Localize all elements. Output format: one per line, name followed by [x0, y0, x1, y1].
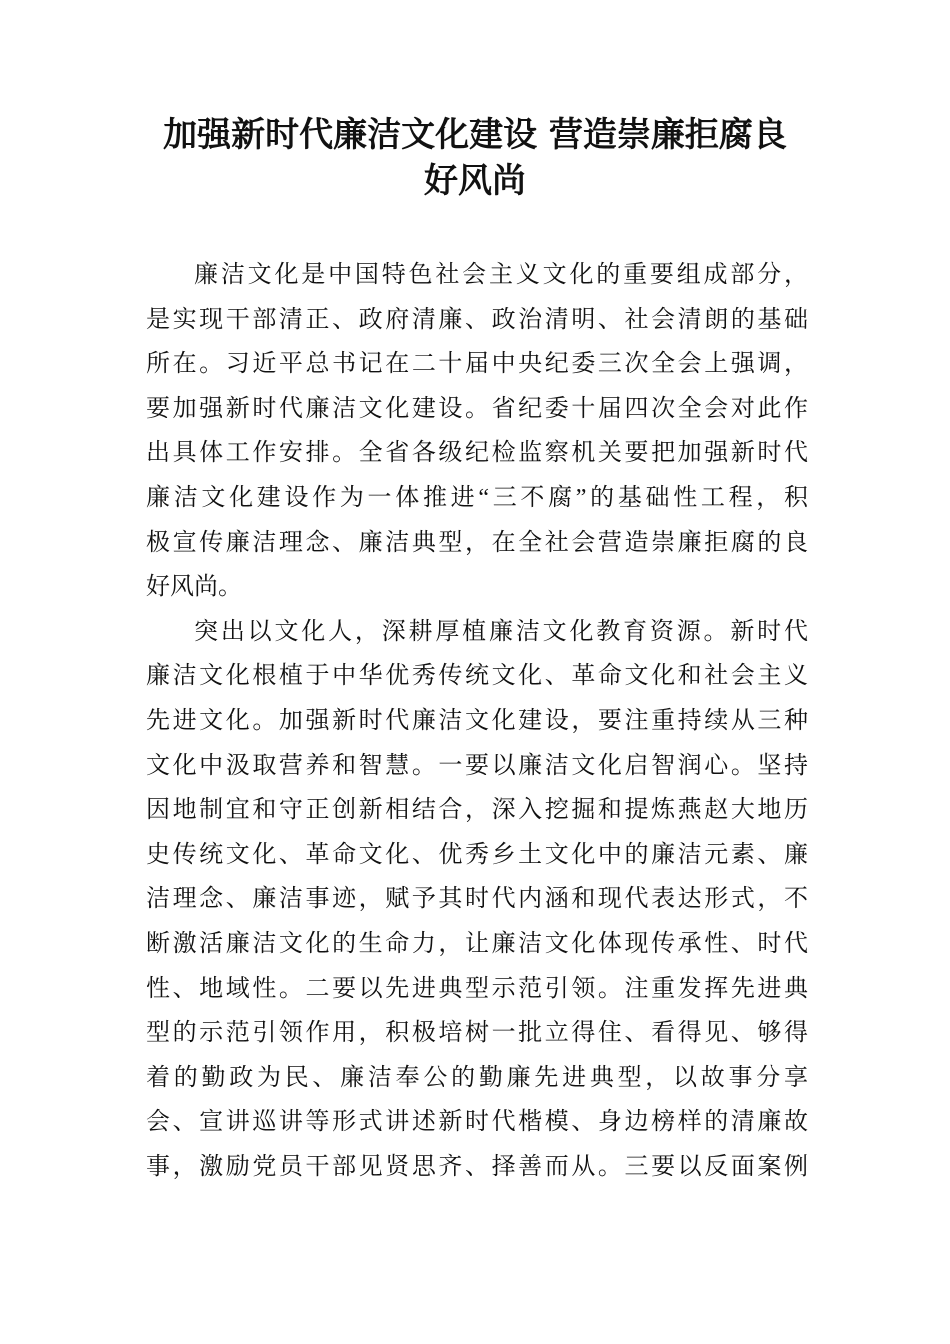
text-line: 要加强新时代廉洁文化建设。省纪委十届四次全会对此作 — [146, 395, 808, 422]
text-line: 极宣传廉洁理念、廉洁典型，在全社会营造崇廉拒腐的良 — [146, 529, 808, 556]
paragraph — [146, 610, 808, 1190]
text-line: 好风尚。 — [146, 574, 242, 601]
text-line: 事，激励党员干部见贤思齐、择善而从。三要以反面案例 — [146, 1153, 808, 1180]
text-line: 史传统文化、革命文化、优秀乡土文化中的廉洁元素、廉 — [146, 841, 808, 868]
text-line: 因地制宜和守正创新相结合，深入挖掘和提炼燕赵大地历 — [146, 797, 808, 824]
text-line: 先进文化。加强新时代廉洁文化建设，要注重持续从三种 — [146, 707, 808, 734]
text-line: 突出以文化人，深耕厚植廉洁文化教育资源。新时代 — [194, 618, 808, 645]
title-line-1: 加强新时代廉洁文化建设 营造崇廉拒腐良 — [163, 115, 787, 155]
text-line: 所在。习近平总书记在二十届中央纪委三次全会上强调， — [146, 351, 808, 378]
text-line: 型的示范引领作用，积极培树一批立得住、看得见、够得 — [146, 1020, 808, 1047]
text-line: 出具体工作安排。全省各级纪检监察机关要把加强新时代 — [146, 440, 808, 467]
text-line: 会、宣讲巡讲等形式讲述新时代楷模、身边榜样的清廉故 — [146, 1109, 808, 1136]
text-line: 廉洁文化建设作为一体推进“三不腐”的基础性工程，积 — [146, 484, 808, 511]
text-line: 廉洁文化根植于中华优秀传统文化、革命文化和社会主义 — [146, 663, 808, 690]
text-line: 着的勤政为民、廉洁奉公的勤廉先进典型，以故事分享 — [146, 1064, 808, 1091]
title-line-2: 好风尚 — [424, 161, 526, 201]
text-line: 洁理念、廉洁事迹，赋予其时代内涵和现代表达形式，不 — [146, 886, 808, 913]
text-line: 廉洁文化是中国特色社会主义文化的重要组成部分， — [194, 262, 808, 288]
document-body — [146, 253, 808, 1189]
text-line: 性、地域性。二要以先进典型示范引领。注重发挥先进典 — [146, 975, 808, 1002]
text-line: 文化中汲取营养和智慧。一要以廉洁文化启智润心。坚持 — [146, 752, 808, 779]
paragraph — [146, 253, 808, 610]
text-line: 断激活廉洁文化的生命力，让廉洁文化体现传承性、时代 — [146, 930, 808, 957]
text-line: 是实现干部清正、政府清廉、政治清明、社会清朗的基础 — [146, 306, 808, 333]
document-title — [120, 112, 830, 204]
